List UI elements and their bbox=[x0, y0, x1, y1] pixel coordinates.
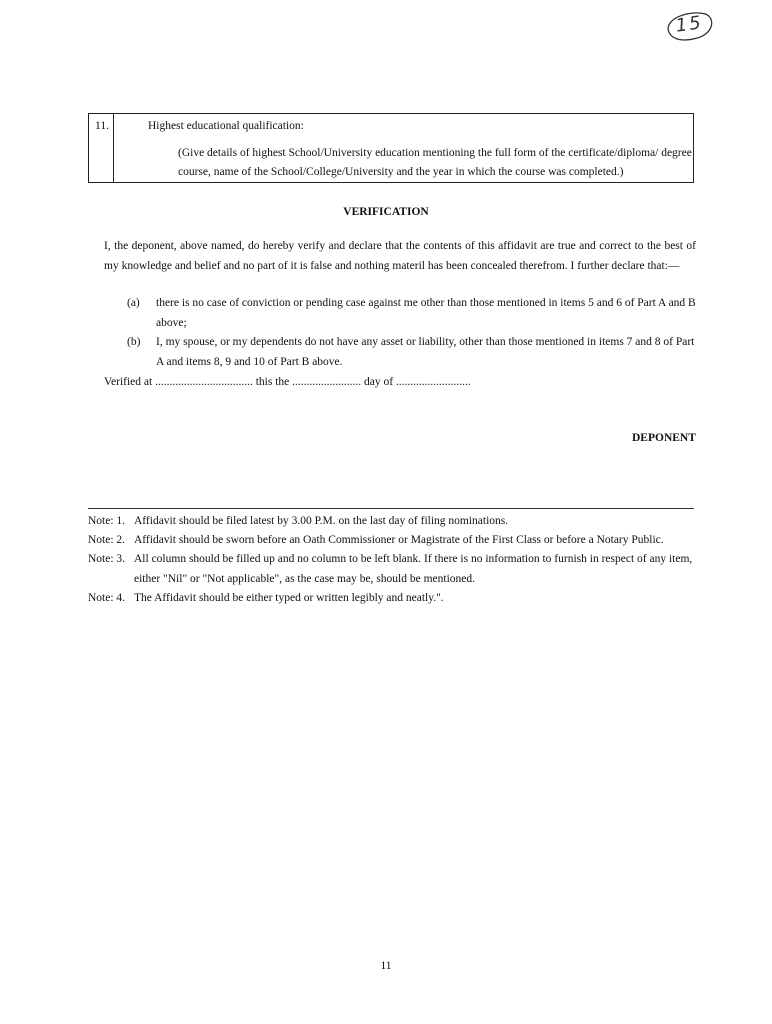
note-text: All column should be filled up and no column to be left blank. If there is no information to furnish in respect of any item, either "Nil" or "Not applicable", as the case may be, should be mentioned. bbox=[134, 553, 693, 585]
note-label: Note: 1. bbox=[88, 515, 126, 527]
handwritten-page-mark bbox=[658, 4, 720, 48]
note-text: Affidavit should be sworn before an Oath Commissioner or Magistrate of the First Class or before a Notary Public. bbox=[134, 534, 664, 546]
verification-clause-a bbox=[104, 294, 696, 334]
clause-label: (b) bbox=[127, 336, 141, 348]
deponent-label: DEPONENT bbox=[632, 432, 696, 444]
item-number: 11. bbox=[95, 120, 109, 132]
verification-paragraph: I, the deponent, above named, do hereby verify and declare that the contents of this affidavit are true and correct to the best of my knowledge and belief and no part of it is false and nothing materil has been concealed therefrom. I further declare that:— bbox=[104, 240, 696, 272]
verification-heading: VERIFICATION bbox=[343, 206, 429, 218]
handwritten-number: 15 bbox=[674, 12, 705, 37]
item-number-divider bbox=[113, 114, 114, 182]
item-detail: (Give details of highest School/University education mentioning the full form of the certificate/diploma/ degree course, name of the School/College/University and the year in which the course was completed.) bbox=[178, 147, 692, 178]
verified-at-line: Verified at .................................. this the ........................ day of .......................... bbox=[104, 376, 471, 388]
item-title: Highest educational qualification: bbox=[148, 120, 304, 132]
clause-text: I, my spouse, or my dependents do not have any asset or liability, other than those mentioned in items 7 and 8 of Part A and items 8, 9 and 10 of Part B above. bbox=[156, 336, 695, 368]
note-text: Affidavit should be filed latest by 3.00 P.M. on the last day of filing nominations. bbox=[134, 515, 509, 527]
note-text: The Affidavit should be either typed or written legibly and neatly.". bbox=[134, 592, 444, 604]
note-label: Note: 2. bbox=[88, 534, 126, 546]
clause-label: (a) bbox=[127, 297, 140, 309]
notes-divider bbox=[88, 508, 694, 509]
note-label: Note: 3. bbox=[88, 553, 126, 565]
note-label: Note: 4. bbox=[88, 592, 126, 604]
page-number: 11 bbox=[380, 960, 392, 972]
clause-text: there is no case of conviction or pending case against me other than those mentioned in items 5 and 6 of Part A and B above; bbox=[156, 297, 696, 329]
verification-clause-b bbox=[104, 333, 696, 373]
